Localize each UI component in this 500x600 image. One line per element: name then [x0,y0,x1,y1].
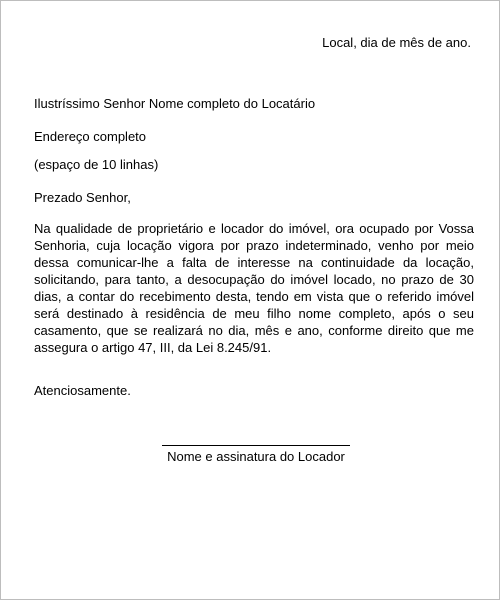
address-line: Endereço completo [34,129,147,144]
letter-body: Na qualidade de proprietário e locador do imóvel, ora ocupado por Vossa Senhoria, cuja locação vigora por prazo indeterminado, venho por meio dessa comunicar-lhe a falta de interesse na continuidade da locação, solicitando, para tanto, a desocupação do imóvel locado, no prazo de 30 dias, a contar do recebimento desta, tendo em vista que o referido imóvel será destinado à residência de meu filho nome completo, após o seu casamento, que se realizará no dia, mês e ano, conforme direito que me assegura o artigo 47, III, da Lei 8.245/91. [34,221,474,355]
closing: Atenciosamente. [34,383,131,398]
signature-label: Nome e assinatura do Locador [167,449,345,464]
greeting: Prezado Senhor, [34,190,131,205]
date-line: Local, dia de mês de ano. [322,35,471,50]
recipient-line: Ilustríssimo Senhor Nome completo do Locatário [34,96,316,111]
signature-line [162,445,350,446]
spacing-note: (espaço de 10 linhas) [34,157,159,172]
signature-block [161,445,351,465]
